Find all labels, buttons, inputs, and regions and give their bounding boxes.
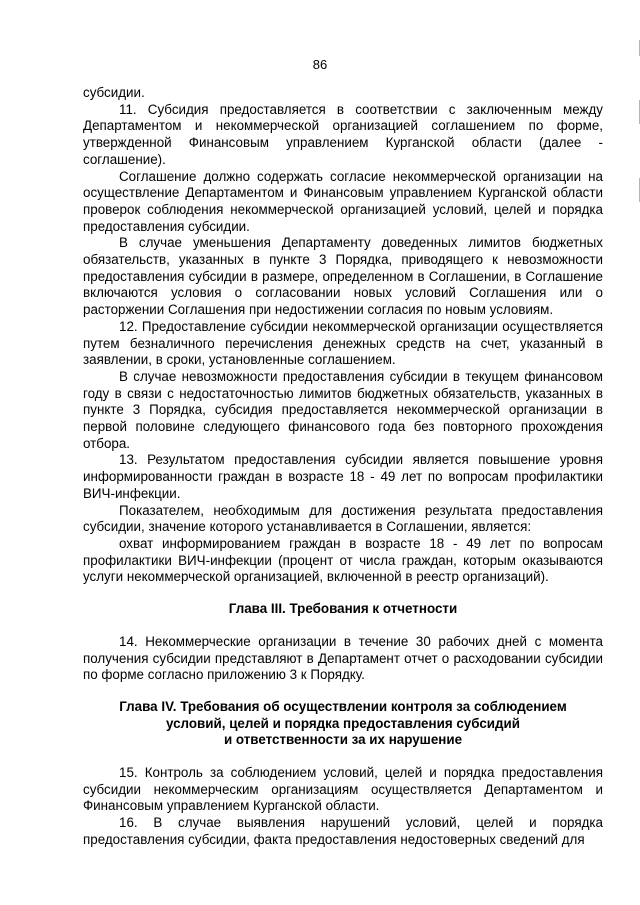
paragraph-13: 13. Результатом предоставления субсидии является повышение уровня информированности граждан в возрасте 18 - 49 лет по вопросам профилактики ВИЧ-инфекции. [83, 452, 603, 501]
spacer [83, 618, 603, 634]
paragraph-coverage: охват информированием граждан в возрасте 18 - 49 лет по вопросам профилактики ВИЧ-инфекции (процент от числа граждан, которым оказываются услуги некоммерческой организацией, включенной в реестр организаций). [83, 535, 603, 585]
document-body [83, 85, 603, 849]
spacer [83, 586, 603, 601]
paragraph-12: 12. Предоставление субсидии некоммерческой организации осуществляется путем безналичного перечисления денежных средств на счет, указанный в заявлении, в сроки, установленные соглашением. [83, 318, 603, 368]
paragraph-next-year: В случае невозможности предоставления субсидии в текущем финансовом году в связи с недостаточностью лимитов бюджетных обязательств, указанных в пункте 3 Порядка, субсидия предоставляется некоммерческой организации в первой половине следующего финансового года без повторного прохождения отбора. [83, 368, 603, 451]
paragraph-agreement-consent: Соглашение должно содержать согласие некоммерческой организации на осуществление Департаментом и Финансовым управлением Курганской области проверок соблюдения некоммерческой организацией условий, целей и порядка предоставления субсидии. [83, 168, 603, 234]
page-number: 86 [312, 57, 328, 72]
chapter-4-heading-line-3: и ответственности за их нарушение [223, 732, 463, 748]
chapter-4-heading-line-1: Глава IV. Требования об осуществлении контроля за соблюдением [119, 698, 567, 714]
paragraph-continuation: субсидии. [83, 85, 145, 100]
paragraph-11: 11. Субсидия предоставляется в соответствии с заключенным между Департаментом и некоммерческой организацией соглашением по форме, утвержденной Финансовым управлением Курганской области (далее - соглашение). [83, 101, 603, 167]
paragraph-indicator: Показателем, необходимым для достижения результата предоставления субсидии, значение которого устанавливается в Соглашении, является: [83, 502, 603, 535]
paragraph-16: 16. В случае выявления нарушений условий, целей и порядка предоставления субсидии, факта предоставления недостоверных сведений для [83, 815, 603, 847]
chapter-4-heading-line-2: условий, целей и порядка предоставления субсидий [165, 715, 520, 731]
spacer [83, 684, 603, 699]
paragraph-14: 14. Некоммерческие организации в течение 30 рабочих дней с момента получения субсидии представляют в Департамент отчет о расходовании субсидии по форме согласно приложению 3 к Порядку. [83, 633, 603, 683]
chapter-3-heading: Глава III. Требования к отчетности [228, 601, 458, 617]
paragraph-15: 15. Контроль за соблюдением условий, целей и порядка предоставления субсидии некоммерческим организациям осуществляется Департаментом и Финансовым управлением Курганской области. [83, 765, 603, 814]
paragraph-limits-reduction: В случае уменьшения Департаменту доведенных лимитов бюджетных обязательств, указанных в пункте 3 Порядка, приводящего к невозможности предоставления субсидии в размере, определенном в Соглашении, в Соглашение включаются условия о согласовании новых условий Соглашения или о расторжении Соглашения при недостижении согласия по новым условиям. [83, 235, 603, 318]
spacer [83, 749, 603, 765]
